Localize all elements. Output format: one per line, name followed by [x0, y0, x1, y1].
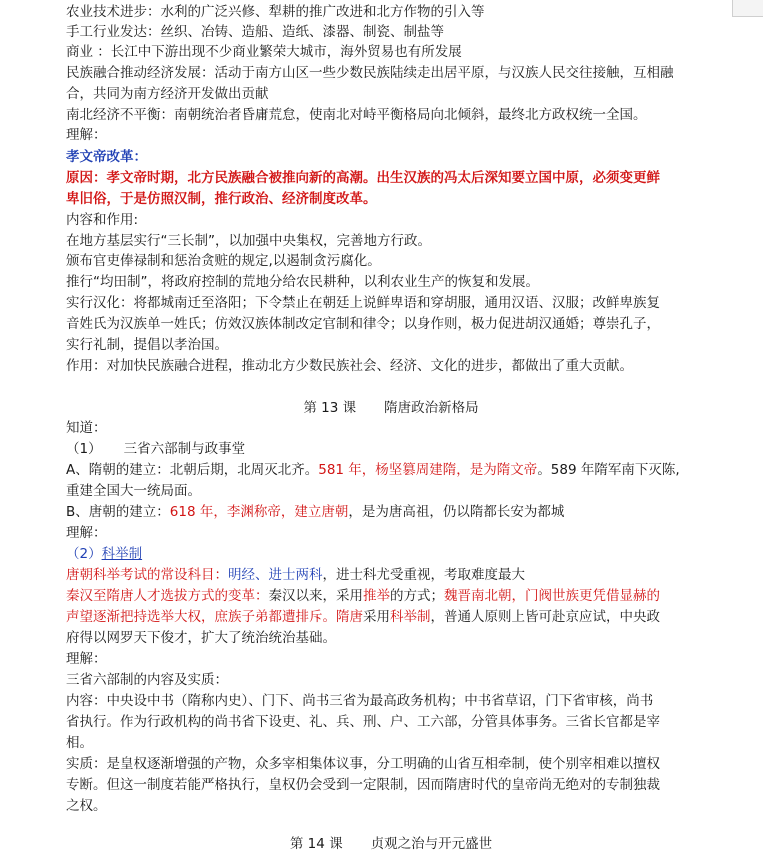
subsection-1-number: （1）: [66, 441, 102, 457]
prestige-text-c: 采用: [363, 609, 390, 625]
selection-change-text-a: 秦汉以来，采用: [268, 588, 363, 604]
sansheng-content-line-3: 相。: [66, 735, 93, 751]
selection-change-label: 秦汉至隋唐人才选拔方式的变革：: [66, 588, 269, 604]
keju-subjects-value: 明经、进士两科: [228, 567, 323, 583]
tang-founding-highlight: 618 年，李渊称帝，建立唐朝: [169, 504, 349, 520]
subsection-2-title: 科举制: [101, 546, 143, 562]
sui-founding-prefix: A、隋朝的建立：北朝后期，北周灭北齐。: [66, 462, 319, 478]
sansheng-essence-line-1: 实质：是皇权逐渐增强的产物，众多宰相集体议事，分工明确的山省互相牵制，使个别宰相难以擅权: [66, 756, 660, 772]
subsection-2-number: （2）: [66, 546, 102, 562]
selection-change-line: [66, 586, 660, 606]
understand-label: 理解：: [66, 127, 107, 143]
ethnic-line-2: 合，共同为南方经济开发做出贡献: [66, 86, 269, 102]
sui-founding-suffix: 。589 年隋军南下灭陈,: [537, 462, 680, 478]
selection-change-text-d: 魏晋南北朝，门阀世族更凭借显赫的: [444, 588, 660, 604]
lesson-14-title: 贞观之治与开元盛世: [370, 836, 493, 852]
commerce-line: 商业 ：长江中下游出现不少商业繁荣大城市，海外贸易也有所发展: [66, 44, 462, 60]
sansheng-title: 三省六部制的内容及实质：: [66, 672, 228, 688]
sansheng-essence-line-3: 之权。: [66, 798, 107, 814]
selection-change-text-b: 推举: [363, 588, 390, 604]
sui-founding-line: [66, 460, 680, 480]
tang-founding-prefix: B、唐朝的建立：: [66, 504, 170, 520]
prestige-text-d: 科举制: [390, 609, 431, 625]
sui-founding-highlight: 581 年，杨坚篡周建隋，是为隋文帝: [318, 462, 538, 478]
understand-label-2: 理解：: [66, 525, 107, 541]
sansheng-content-line-1: 内容：中央设中书（隋称内史）、门下、尚书三省为最高政务机构；中书省草诏，门下省审核，尚书: [66, 693, 654, 709]
reform-item-1: 在地方基层实行“三长制”，以加强中央集权，完善地方行政。: [66, 233, 431, 249]
reform-item-2: 颁布官吏俸禄制和惩治贪赃的规定,以遏制贪污腐化。: [66, 253, 381, 269]
lesson-14-heading: [66, 834, 716, 854]
craft-line: 手工行业发达：丝织、冶铸、造船、造纸、漆器、制瓷、制盐等: [66, 24, 444, 40]
reform-item-4-line-3: 实行礼制，提倡以孝治国。: [66, 337, 228, 353]
reason-line-1: 原因：孝文帝时期，北方民族融合被推向新的高潮。出生汉族的冯太后深知要立国中原，必须变更鲜: [66, 170, 660, 186]
subsection-2: [66, 544, 142, 564]
reason-line-2: 卑旧俗，于是仿照汉制，推行政治、经济制度改革。: [66, 191, 377, 207]
sansheng-content-line-2: 省执行。作为行政机构的尚书省下设吏、礼、兵、刑、户、工六部，分管具体事务。三省长官都是宰: [66, 714, 660, 730]
imbalance-line: 南北经济不平衡：南朝统治者昏庸荒怠，使南北对峙平衡格局向北倾斜，最终北方政权统一全国。: [66, 107, 647, 123]
lesson-13-title: 隋唐政治新格局: [384, 400, 479, 416]
reform-item-3: 推行“均田制”，将政府控制的荒地分给农民耕种，以利农业生产的恢复和发展。: [66, 274, 539, 290]
know-label: 知道：: [66, 420, 107, 436]
effect-line: 作用：对加快民族融合进程，推动北方少数民族社会、经济、文化的进步，都做出了重大贡献。: [66, 358, 633, 374]
keju-subjects-note: ，进士科尤受重视，考取难度最大: [322, 567, 525, 583]
xiaowen-title: 孝文帝改革：: [66, 149, 147, 165]
reform-item-4-line-2: 音姓氏为汉族单一姓氏；仿效汉族体制改定官制和律令；以身作则，极力促进胡汉通婚；尊崇孔子，: [66, 316, 660, 332]
keju-subjects-line: [66, 565, 525, 585]
prestige-text-b: 隋唐: [336, 609, 363, 625]
sui-founding-cont: 重建全国大一统局面。: [66, 483, 201, 499]
lesson-13-heading: [66, 398, 716, 418]
tang-founding-suffix: ，是为唐高祖，仍以隋都长安为都城: [348, 504, 565, 520]
reform-item-4-line-1: 实行汉化：将都城南迁至洛阳；下令禁止在朝廷上说鲜卑语和穿胡服，通用汉语、汉服；改鲜卑族复: [66, 295, 660, 311]
prestige-text-a: 声望逐渐把持选举大权，庶族子弟都遭排斥。: [66, 609, 336, 625]
content-label: 内容和作用:: [66, 212, 139, 228]
lesson-13-number: 第 13 课: [303, 400, 357, 416]
prestige-line: [66, 607, 660, 627]
keju-subjects-label: 唐朝科举考试的常设科目：: [66, 567, 228, 583]
government-line: 府得以网罗天下俊才，扩大了统治统治基础。: [66, 630, 336, 646]
lesson-14-number: 第 14 课: [289, 836, 343, 852]
selection-change-text-c: 的方式；: [390, 588, 444, 604]
understand-label-3: 理解：: [66, 651, 107, 667]
prestige-text-e: ，普通人原则上皆可赴京应试，中央政: [430, 609, 660, 625]
tang-founding-line: [66, 502, 564, 522]
agri-line: 农业技术进步：水利的广泛兴修、犁耕的推广改进和北方作物的引入等: [66, 4, 485, 20]
subsection-1: [66, 439, 245, 459]
ethnic-line-1: 民族融合推动经济发展：活动于南方山区一些少数民族陆续走出居平原，与汉族人民交往接触，互相融: [66, 65, 674, 81]
sansheng-essence-line-2: 专断。但这一制度若能严格执行，皇权仍会受到一定限制，因而隋唐时代的皇帝尚无绝对的专制独裁: [66, 777, 660, 793]
page-edge-marker: [732, 0, 763, 17]
subsection-1-title: 三省六部制与政事堂: [123, 441, 246, 457]
